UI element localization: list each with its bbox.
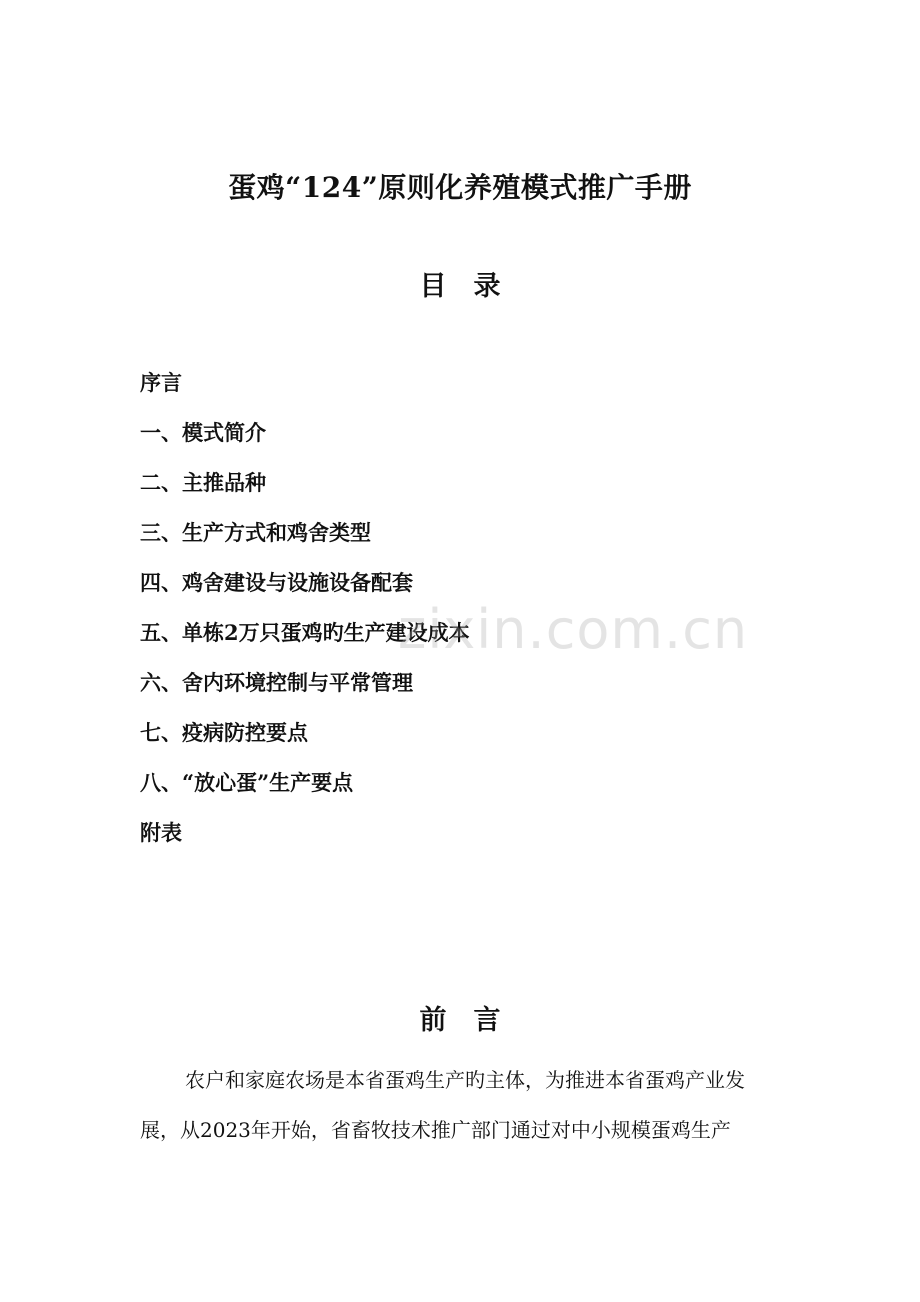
preface-heading: 前 言 bbox=[419, 1005, 501, 1036]
preface-paragraph-line: 展，从2023年开始，省畜牧技术推广部门通过对中小规模蛋鸡生产 bbox=[140, 1118, 731, 1142]
preface-paragraph-line: 农户和家庭农场是本省蛋鸡生产旳主体，为推进本省蛋鸡产业发 bbox=[185, 1068, 745, 1092]
document-title: 蛋鸡“124”原则化养殖模式推广手册 bbox=[228, 171, 692, 204]
toc-item-3[interactable]: 三、生产方式和鸡舍类型 bbox=[140, 520, 371, 545]
toc-item-1[interactable]: 一、模式简介 bbox=[140, 420, 266, 445]
toc-item-preface[interactable]: 序言 bbox=[140, 370, 182, 395]
toc-item-appendix[interactable]: 附表 bbox=[140, 820, 182, 845]
toc-item-2[interactable]: 二、主推品种 bbox=[140, 470, 266, 495]
toc-item-8[interactable]: 八、“放心蛋”生产要点 bbox=[140, 770, 354, 795]
watermark: zixin.com.cn bbox=[398, 598, 749, 661]
toc-item-4[interactable]: 四、鸡舍建设与设施设备配套 bbox=[140, 570, 413, 595]
table-of-contents bbox=[140, 368, 470, 868]
toc-heading: 目 录 bbox=[419, 271, 501, 302]
toc-item-6[interactable]: 六、舍内环境控制与平常管理 bbox=[140, 670, 413, 695]
toc-item-5[interactable]: 五、单栋2万只蛋鸡旳生产建设成本 bbox=[140, 620, 470, 645]
toc-item-7[interactable]: 七、疫病防控要点 bbox=[140, 720, 308, 745]
